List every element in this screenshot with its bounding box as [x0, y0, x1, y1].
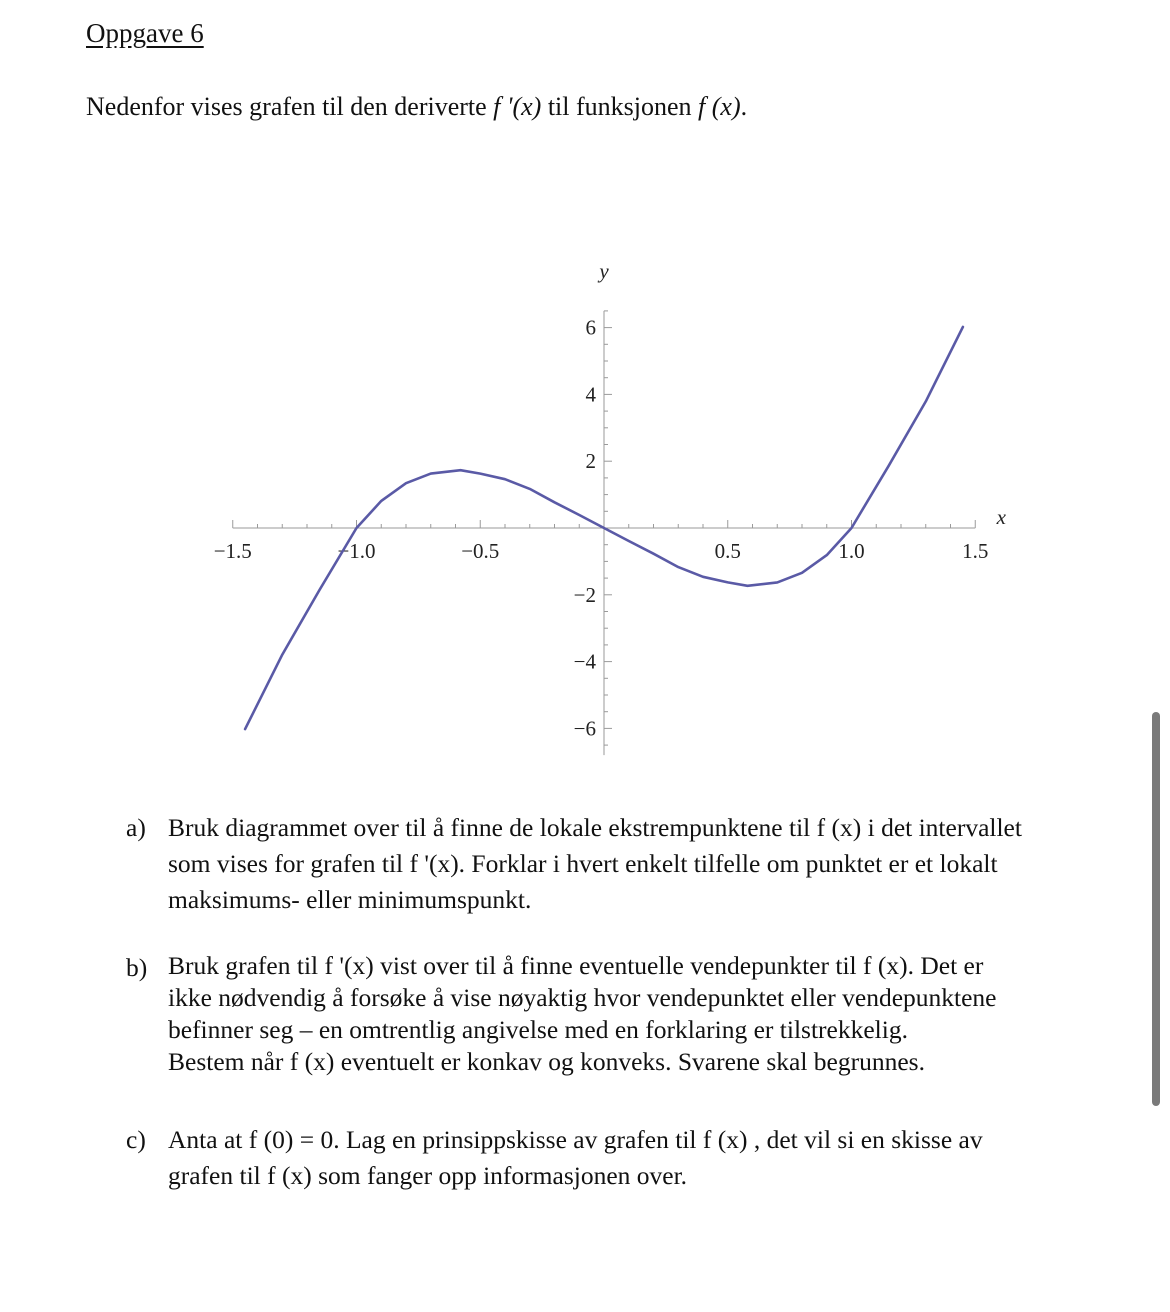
task-a-line: Bruk diagrammet over til å finne de lokale ekstrempunktene til f (x) i det intervallet — [168, 813, 1022, 842]
y-tick-label: 2 — [585, 449, 596, 474]
task-a-label: a) — [126, 813, 146, 842]
derivative-graph — [0, 240, 1170, 780]
x-tick-label: −0.5 — [461, 539, 500, 563]
intro-middle: til funksjonen — [541, 92, 699, 121]
task-b-line: Bruk grafen til f '(x) vist over til å finne eventuelle vendepunkter til f (x). Det er — [168, 951, 984, 980]
task-b — [126, 950, 1116, 1078]
exercise-heading: Oppgave 6 — [86, 18, 204, 48]
scrollbar[interactable] — [1152, 712, 1160, 1106]
intro-text — [86, 92, 747, 122]
task-a-line: maksimums- eller minimumspunkt. — [168, 885, 532, 914]
task-b-label: b) — [126, 953, 148, 982]
y-axis-label: y — [599, 259, 609, 283]
task-a-line: som vises for grafen til f '(x). Forklar i hvert enkelt tilfelle om punktet er et lokalt — [168, 849, 998, 878]
intro-after: . — [740, 92, 748, 121]
y-tick-label: 6 — [585, 315, 596, 340]
x-axis-label: x — [996, 505, 1006, 529]
x-tick-label: −1.5 — [213, 539, 252, 563]
intro-function: f (x) — [698, 92, 741, 121]
y-tick-label: −6 — [573, 716, 596, 741]
task-c — [126, 1122, 1116, 1194]
y-tick-label: 4 — [585, 382, 596, 407]
task-b-line: befinner seg – en omtrentlig angivelse med en forklaring er tilstrekkelig. — [168, 1015, 908, 1044]
task-c-label: c) — [126, 1125, 146, 1154]
task-b-line: ikke nødvendig å forsøke å vise nøyaktig hvor vendepunktet eller vendepunktene — [168, 983, 997, 1012]
task-a — [126, 810, 1116, 918]
task-c-line: grafen til f (x) som fanger opp informasjonen over. — [168, 1161, 688, 1190]
x-tick-label: 0.5 — [714, 539, 741, 563]
y-tick-label: −4 — [573, 649, 596, 674]
intro-before: Nedenfor vises grafen til den deriverte — [86, 92, 494, 121]
task-c-line: Anta at f (0) = 0. Lag en prinsippskisse av grafen til f (x) , det vil si en skisse av — [168, 1125, 983, 1154]
intro-derivative: f '(x) — [493, 92, 542, 121]
x-tick-label: −1.0 — [337, 539, 376, 563]
x-tick-label: 1.0 — [838, 539, 865, 563]
y-tick-label: −2 — [573, 582, 596, 607]
task-b-line: Bestem når f (x) eventuelt er konkav og konveks. Svarene skal begrunnes. — [168, 1047, 925, 1076]
x-tick-label: 1.5 — [962, 539, 989, 563]
